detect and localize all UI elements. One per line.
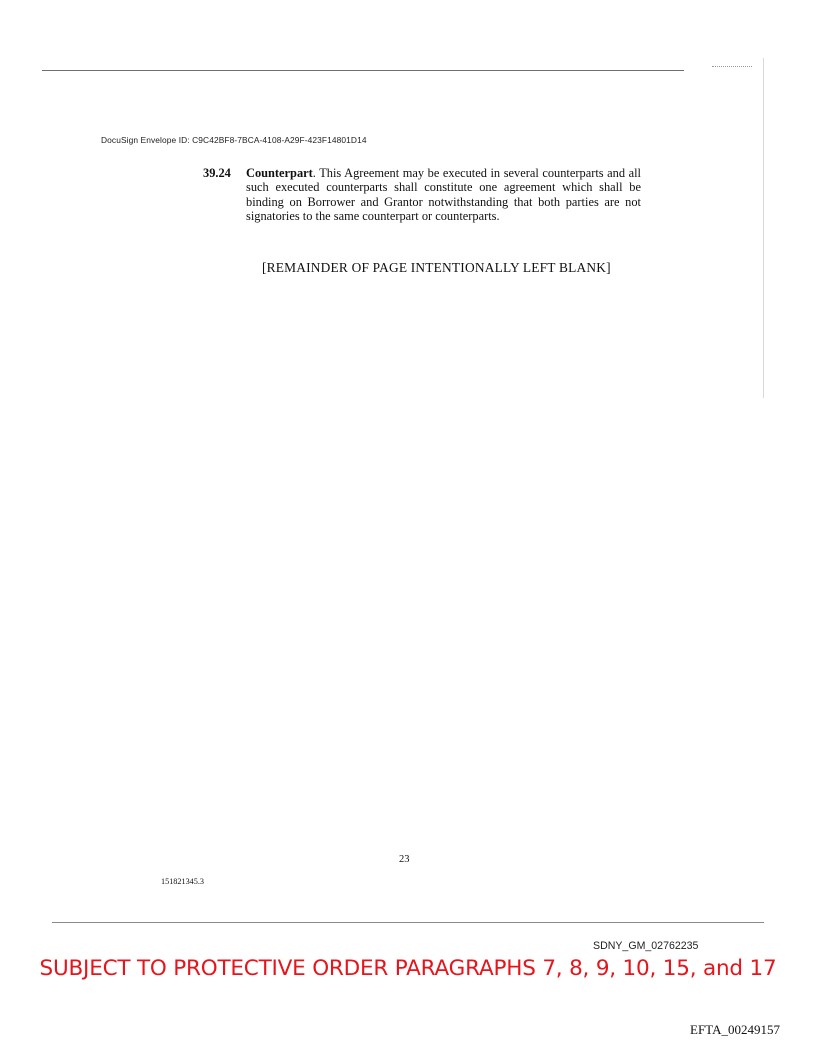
document-number: 151821345.3 xyxy=(161,877,204,886)
envelope-id: C9C42BF8-7BCA-4108-A29F-423F14801D14 xyxy=(192,135,367,145)
bottom-scan-rule xyxy=(52,922,764,923)
clause-body xyxy=(246,166,641,224)
clause-text: . This Agreement may be executed in several counterparts and all such executed counterparts shall constitute one agreement which shall be binding on Borrower and Grantor notwithstanding that both parties are not signatories to the same counterpart or counterparts. xyxy=(246,166,641,224)
protective-order-banner: SUBJECT TO PROTECTIVE ORDER PARAGRAPHS 7, 8, 9, 10, 15, and 17 xyxy=(39,956,777,981)
bates-number: SDNY_GM_02762235 xyxy=(593,940,699,952)
top-scan-rule-fragment xyxy=(712,66,752,67)
docusign-envelope-header xyxy=(101,135,367,145)
clause-39-24 xyxy=(203,166,641,224)
top-scan-rule xyxy=(42,70,684,71)
page-number: 23 xyxy=(399,854,410,865)
clause-number: 39.24 xyxy=(203,166,231,180)
scan-edge-line xyxy=(763,58,764,398)
efta-number: EFTA_00249157 xyxy=(690,1022,780,1037)
clause-heading: Counterpart xyxy=(246,166,313,180)
remainder-blank-notice: [REMAINDER OF PAGE INTENTIONALLY LEFT BLANK] xyxy=(262,260,611,275)
envelope-id-label: DocuSign Envelope ID: xyxy=(101,135,190,145)
